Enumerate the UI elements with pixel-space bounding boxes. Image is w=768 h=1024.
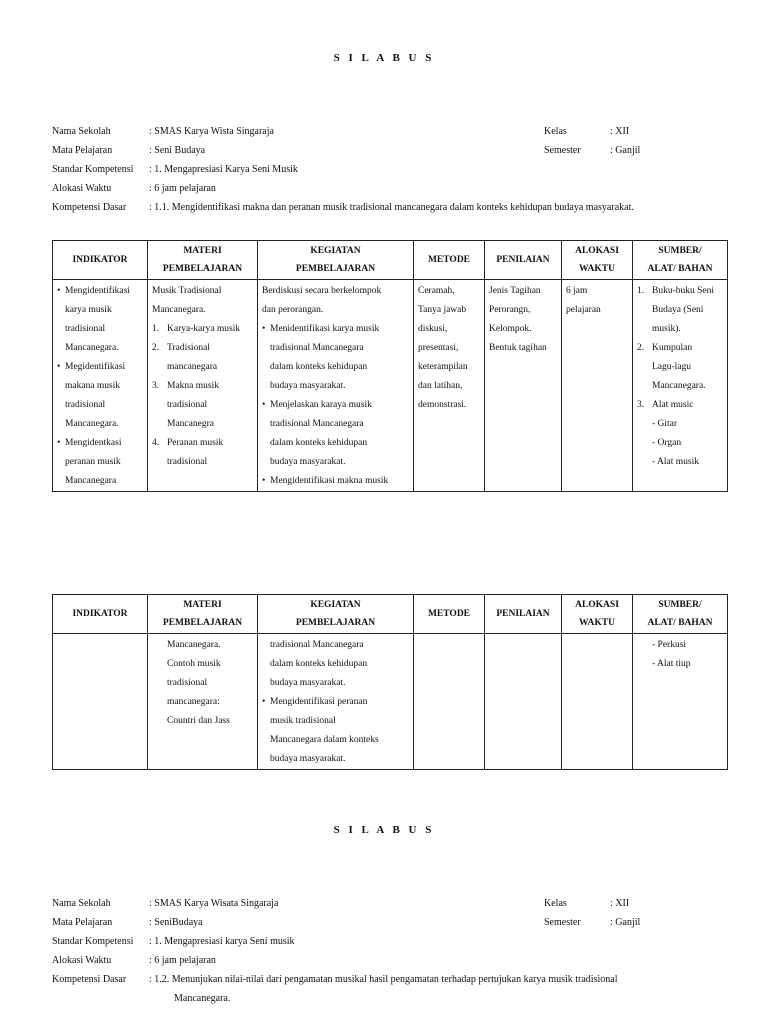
cell-line: pelajaran: [566, 305, 601, 315]
header-indikator: INDIKATOR: [53, 241, 148, 280]
subject-label: Mata Pelajaran: [52, 917, 113, 928]
class-label: Kelas: [544, 126, 567, 137]
cell-line: dalam konteks kehidupan: [270, 659, 368, 669]
semester-value: : Ganjil: [610, 145, 641, 156]
syllabus-table-2: [52, 594, 728, 770]
list-item: [57, 434, 144, 491]
header-kegiatan: KEGIATAN PEMBELAJARAN: [258, 595, 414, 634]
standard-label: Standar Kompetensi: [52, 936, 134, 947]
cell-sumber: [633, 634, 728, 770]
list-number: 2.: [637, 343, 645, 353]
list-item-line: • Menjelaskan karaya musik: [270, 400, 372, 410]
list-number: 4.: [152, 438, 160, 448]
info-row-time: [52, 183, 732, 202]
list-item-line: tradisional Mancanegara: [270, 419, 364, 429]
list-item: [57, 358, 144, 434]
info-row-basic: [52, 202, 732, 221]
cell-line: - Alat tiup: [652, 659, 691, 669]
list-item-line: tradisional: [167, 457, 208, 467]
cell-line: - Gitar: [652, 419, 678, 429]
cell-materi: [148, 280, 258, 492]
list-item-line: • Mengidentkasi: [65, 438, 122, 448]
cell-line: dan perorangan.: [262, 305, 324, 315]
cell-line: budaya masyarakat.: [270, 678, 346, 688]
cell-line: keterampilan: [418, 362, 468, 372]
table-row: [53, 634, 728, 770]
list-item-line: budaya masyarakat.: [270, 457, 346, 467]
list-item-line: budaya masyarakat.: [270, 754, 346, 764]
table-header-row: [53, 595, 728, 634]
cell-indikator: [53, 634, 148, 770]
list-item-line: dalam konteks kehidupan: [270, 438, 368, 448]
list-item: [152, 339, 254, 377]
cell-line: Countri dan Jass: [167, 716, 230, 726]
school-label: Nama Sekolah: [52, 898, 111, 909]
cell-kegiatan: [258, 634, 414, 770]
cell-line: Ceramah,: [418, 286, 455, 296]
basic-value-continued: Mancanegara.: [174, 993, 231, 1004]
list-number: 3.: [152, 381, 160, 391]
cell-line: tradisional Mancanegara: [270, 640, 364, 650]
cell-alokasi: [562, 634, 633, 770]
cell-line: 6 jam: [566, 286, 588, 296]
list-item-line: budaya masyarakat.: [270, 381, 346, 391]
cell-alokasi: [562, 280, 633, 492]
time-value: : 6 jam pelajaran: [149, 183, 216, 194]
syllabus-info-2: [52, 898, 732, 1012]
basic-value: : 1.2. Menunjukan nilai-nilai dari pengamatan musikal hasil pengamatan terhadap pertujukan karya musik tradisional: [149, 974, 618, 985]
cell-line: mancanegara:: [167, 697, 220, 707]
cell-line: - Organ: [652, 438, 682, 448]
school-value: : SMAS Karya Wisata Singaraja: [149, 898, 279, 909]
cell-line: Tanya jawab: [418, 305, 467, 315]
cell-line: tradisional: [167, 678, 208, 688]
list-item-line: • Megidentifikasi: [65, 362, 126, 372]
cell-line: Berdiskusi secara berkelompok: [262, 286, 382, 296]
header-penilaian: PENILAIAN: [485, 241, 562, 280]
list-item: [637, 282, 724, 339]
list-item: [152, 434, 254, 472]
cell-line: dan latihan,: [418, 381, 463, 391]
list-item: [262, 320, 410, 396]
list-item-line: Mancanegara.: [65, 419, 119, 429]
basic-label: Kompetensi Dasar: [52, 974, 127, 985]
list-item: [152, 377, 254, 434]
time-label: Alokasi Waktu: [52, 955, 112, 966]
cell-sumber: [633, 280, 728, 492]
cell-line: Musik Tradisional: [152, 286, 222, 296]
list-item-line: Mancanegara.: [65, 343, 119, 353]
semester-value: : Ganjil: [610, 917, 641, 928]
school-label: Nama Sekolah: [52, 126, 111, 137]
list-item-line: Alat music: [652, 400, 694, 410]
cell-indikator: [53, 280, 148, 492]
list-item-line: tradisional: [65, 324, 106, 334]
cell-line: - Alat musik: [652, 457, 699, 467]
standard-value: : 1. Mengapresiasi Karya Seni Musik: [149, 164, 298, 175]
list-item: [262, 693, 410, 769]
cell-line: diskusi,: [418, 324, 448, 334]
cell-line: Mancanegara.: [167, 640, 221, 650]
list-item-line: • Mengidentifikasi peranan: [270, 697, 368, 707]
semester-label: Semester: [544, 917, 581, 928]
cell-line: Bentuk tagihan: [489, 343, 547, 353]
info-row-time: [52, 955, 732, 974]
list-item-line: Kumpulan: [652, 343, 693, 353]
class-label: Kelas: [544, 898, 567, 909]
info-row-school: [52, 126, 732, 145]
syllabus-info: [52, 126, 732, 221]
header-metode: METODE: [414, 241, 485, 280]
header-alokasi: ALOKASI WAKTU: [562, 241, 633, 280]
cell-penilaian: [485, 280, 562, 492]
page-title-2: S I L A B U S: [333, 824, 435, 836]
header-alokasi: ALOKASI WAKTU: [562, 595, 633, 634]
table-header-row: [53, 241, 728, 280]
standard-value: : 1. Mengapresiasi karya Seni musik: [149, 936, 295, 947]
list-item-line: Buku-buku Seni: [652, 286, 715, 296]
list-item-line: musik).: [652, 324, 681, 334]
list-item-line: Mancanegara: [65, 476, 117, 486]
list-item-line: Lagu-lagu: [652, 362, 692, 372]
list-item-line: tradisional Mancanegara: [270, 343, 364, 353]
standard-label: Standar Kompetensi: [52, 164, 134, 175]
list-item-line: dalam konteks kehidupan: [270, 362, 368, 372]
list-item: [637, 339, 724, 396]
list-item-line: Mancanegara dalam konteks: [270, 735, 379, 745]
list-item: [152, 320, 254, 339]
list-item-line: Makna musik: [167, 381, 219, 391]
list-item-line: makana musik: [65, 381, 121, 391]
time-label: Alokasi Waktu: [52, 183, 112, 194]
subject-label: Mata Pelajaran: [52, 145, 113, 156]
cell-line: demonstrasi.: [418, 400, 467, 410]
list-number: 3.: [637, 400, 645, 410]
basic-value: : 1.1. Mengidentifikasi makna dan peranan musik tradisional mancanegara dalam konteks kehidupan budaya masyarakat.: [149, 202, 634, 213]
list-item: [262, 472, 410, 491]
subject-value: : SeniBudaya: [149, 917, 203, 928]
school-value: : SMAS Karya Wista Singaraja: [149, 126, 274, 137]
list-item-line: • Mengidentifikasi: [65, 286, 130, 296]
list-item-line: Mancanegra: [167, 419, 214, 429]
list-item-line: Budaya (Seni: [652, 305, 704, 315]
header-materi: MATERI PEMBELAJARAN: [148, 241, 258, 280]
cell-line: Kelompok.: [489, 324, 532, 334]
info-row-standard: [52, 936, 732, 955]
page-title: S I L A B U S: [333, 52, 435, 64]
cell-line: presentasi,: [418, 343, 459, 353]
list-item-line: Peranan musik: [167, 438, 224, 448]
list-item-line: Mancanegara.: [652, 381, 706, 391]
list-item: [57, 282, 144, 358]
cell-metode: [414, 280, 485, 492]
header-materi: MATERI PEMBELAJARAN: [148, 595, 258, 634]
list-item-line: Tradisional: [167, 343, 210, 353]
list-item-line: tradisional: [167, 400, 208, 410]
cell-metode: [414, 634, 485, 770]
subject-value: : Seni Budaya: [149, 145, 206, 156]
list-item-line: • Mengidentifikasi makna musik: [270, 476, 389, 486]
list-item: [262, 396, 410, 472]
list-item-line: peranan musik: [65, 457, 121, 467]
info-row-standard: [52, 164, 732, 183]
cell-line: Perorangn,: [489, 305, 531, 315]
list-item: [637, 396, 724, 415]
class-value: : XII: [610, 126, 630, 137]
info-row-basic: [52, 974, 732, 993]
list-item-line: • Menidentifikasi karya musik: [270, 324, 380, 334]
class-value: : XII: [610, 898, 630, 909]
cell-line: Contoh musik: [167, 659, 221, 669]
list-item-line: karya musik: [65, 305, 112, 315]
cell-kegiatan: [258, 280, 414, 492]
cell-penilaian: [485, 634, 562, 770]
info-row-subject: [52, 145, 732, 164]
table-row: [53, 280, 728, 492]
list-number: 1.: [152, 324, 160, 334]
list-item-line: musik tradisional: [270, 716, 336, 726]
header-indikator: INDIKATOR: [53, 595, 148, 634]
list-item-line: tradisional: [65, 400, 106, 410]
header-sumber: SUMBER/ ALAT/ BAHAN: [633, 595, 728, 634]
list-number: 1.: [637, 286, 645, 296]
info-row-school: [52, 898, 732, 917]
cell-line: Mancanegara.: [152, 305, 206, 315]
basic-label: Kompetensi Dasar: [52, 202, 127, 213]
header-kegiatan: KEGIATAN PEMBELAJARAN: [258, 241, 414, 280]
list-item-line: mancanegara: [167, 362, 218, 372]
list-item-line: Karya-karya musik: [167, 324, 241, 334]
cell-line: Jenis Tagihan: [489, 286, 541, 296]
info-row-subject: [52, 917, 732, 936]
header-metode: METODE: [414, 595, 485, 634]
info-row-basic-cont: [52, 993, 732, 1012]
time-value: : 6 jam pelajaran: [149, 955, 216, 966]
syllabus-table-1: [52, 240, 728, 492]
cell-materi: [148, 634, 258, 770]
cell-line: - Perkusi: [652, 640, 687, 650]
list-number: 2.: [152, 343, 160, 353]
semester-label: Semester: [544, 145, 581, 156]
header-penilaian: PENILAIAN: [485, 595, 562, 634]
header-sumber: SUMBER/ ALAT/ BAHAN: [633, 241, 728, 280]
